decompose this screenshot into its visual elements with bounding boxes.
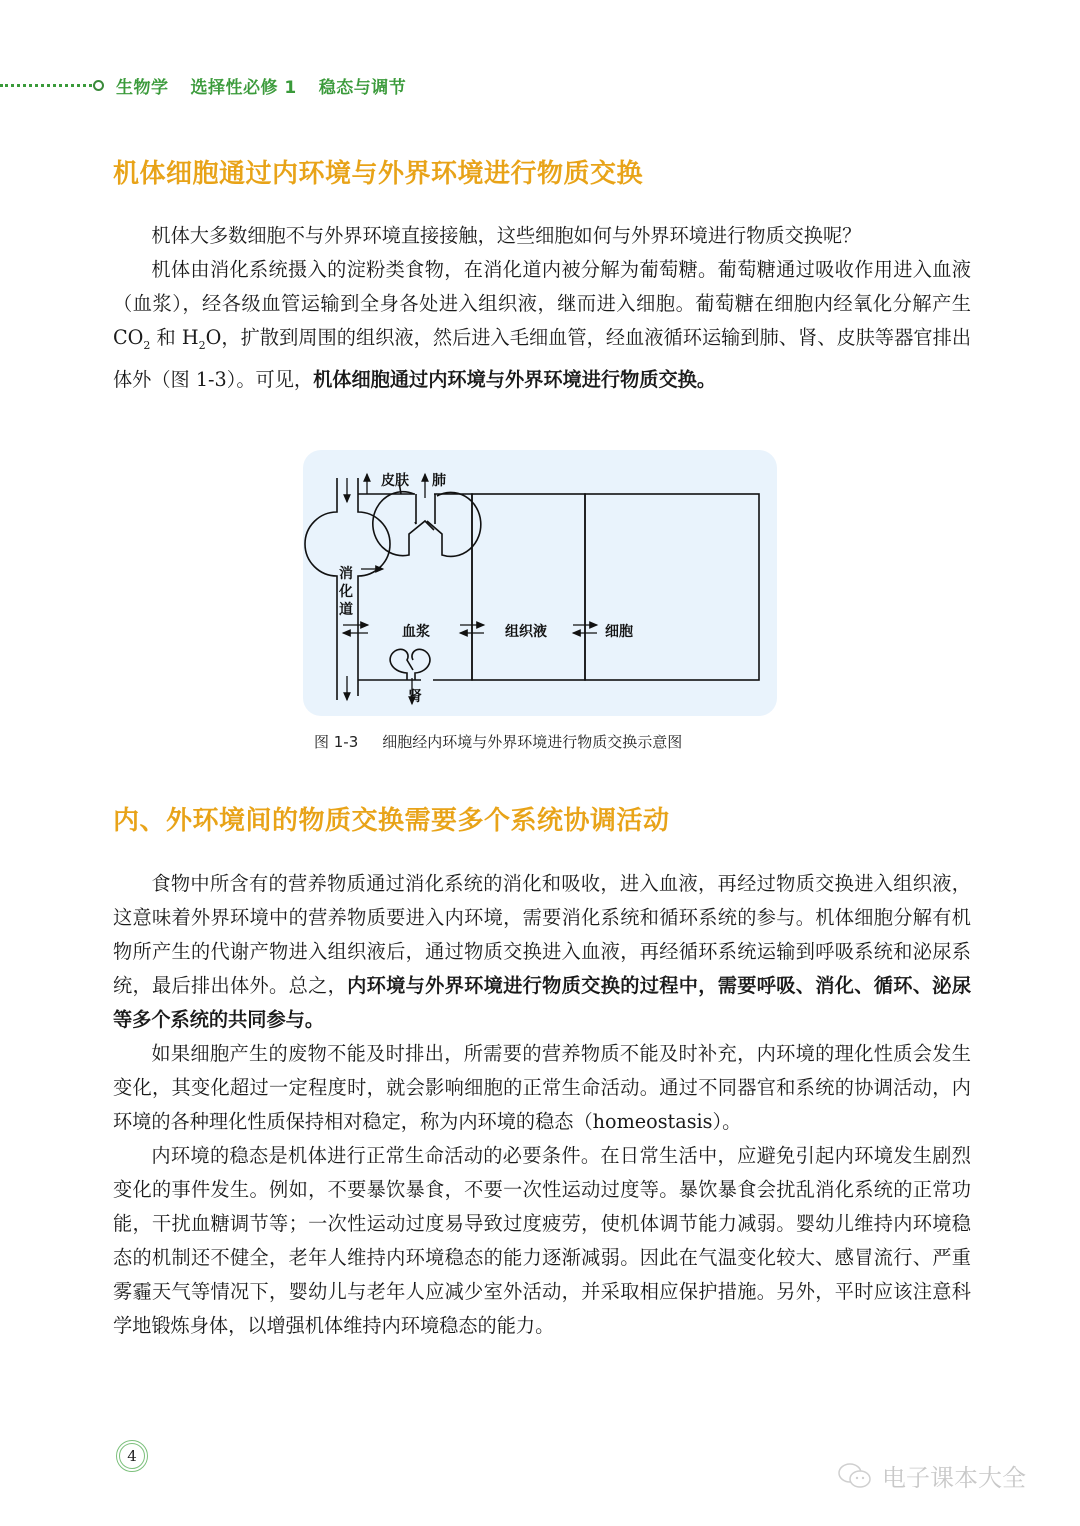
label-cell: 细胞 [605,624,633,640]
paragraph-text: 内环境的稳态是机体进行正常生命活动的必要条件。在日常生活中，应避免引起内环境发生剧烈变化的事件发生。例如，不要暴饮暴食，不要一次性运动过度等。暴饮暴食会扰乱消化系统的正常功能，干扰血糖调节等；一次性运动过度易导致过度疲劳，使机体调节能力减弱。婴幼儿维持内环境稳态的机制还不健全，老年人维持内环境稳态的能力逐渐减弱。因此在气温变化较大、感冒流行、严重雾霾天气等情况下，婴幼儿与老年人应减少室外活动，并采取相应保护措施。另外，平时应该注意科学地锻炼身体，以增强机体维持内环境稳态的能力。 [113,1144,971,1337]
label-tissue-fluid: 组织液 [505,624,547,640]
label-digestive-3: 道 [339,602,353,618]
label-lung: 肺 [432,473,446,489]
label-digestive-2: 化 [339,584,353,600]
label-plasma: 血浆 [402,624,430,640]
key-conclusion: 内环境与外界环境进行物质交换的过程中，需要呼吸、消化、循环、泌尿等多个系统的共同参与。 [113,974,972,1031]
dotted-rule [0,84,92,87]
digestive-tract-right-wall [358,478,390,696]
paragraph-text: 和 H [150,326,199,349]
header-module: 稳态与调节 [318,77,407,98]
figure-caption-text: 细胞经内环境与外界环境进行物质交换示意图 [382,733,683,751]
wechat-icon [838,1463,872,1489]
section-heading: 内、外环境间的物质交换需要多个系统协调活动 [113,806,670,836]
watermark [838,1458,1026,1493]
watermark-text: 电子课本大全 [882,1464,1026,1492]
label-kidney: 肾 [408,689,422,705]
exchange-diagram [303,450,777,716]
key-conclusion: 机体细胞通过内环境与外界环境进行物质交换。 [313,367,717,391]
figure-diagram [303,450,777,716]
paragraph [113,1037,971,1139]
running-header [0,72,406,98]
paragraph-text: 食物中所含有的营养物质通过消化系统的消化和吸收，进入血液，再经过物质交换进入组织液，这意味着外界环境中的营养物质要进入内环境，需要消化系统和循环系统的参与。机体细胞分解有机物所产生的代谢产物进入组织液后，通过物质交换进入血液，再经循环系统运输到呼吸系统和泌尿系统，最后排出体外。总之， [113,872,971,997]
subscript: 2 [198,338,206,352]
paragraph-text: O，扩散到周围的组织液，然后进入毛细血管，经血液循环运输到肺、肾、皮肤等器官排出体外（图 1-3）。可见， [113,326,972,391]
label-digestive-1: 消 [339,566,353,582]
paragraph-text: 如果细胞产生的废物不能及时排出，所需要的营养物质不能及时补充，内环境的理化性质会发生变化，其变化超过一定程度时，就会影响细胞的正常生命活动。通过不同器官和系统的协调活动，内环境的各种理化性质保持相对稳定，称为内环境的稳态（homeostasis）。 [113,1042,971,1133]
paragraph [113,219,971,253]
kidney-right [412,649,430,680]
figure-number: 图 1-3 [314,733,359,751]
digestive-tract-left-wall [305,478,337,700]
page-number: 4 [127,1447,137,1465]
figure-caption [314,731,682,752]
page-number-badge [116,1440,148,1472]
label-skin: 皮肤 [381,473,409,489]
subscript: 2 [143,338,151,352]
paragraph [113,253,971,397]
header-subject: 生物学 [116,77,169,98]
section-heading: 机体细胞通过内环境与外界环境进行物质交换 [113,159,644,189]
kidney-left [390,649,413,680]
ring-bullet-icon [93,80,104,91]
paragraph-text: 机体大多数细胞不与外界环境直接接触，这些细胞如何与外界环境进行物质交换呢？ [151,224,862,247]
tissue-fluid-compartment [472,494,585,680]
paragraph [113,1139,971,1343]
cell-compartment [585,494,759,680]
plasma-compartment [358,494,472,680]
header-volume: 选择性必修 1 [190,77,297,98]
paragraph-text: 机体由消化系统摄入的淀粉类食物，在消化道内被分解为葡萄糖。葡萄糖通过吸收作用进入血液（血浆），经各级血管运输到全身各处进入组织液，继而进入细胞。葡萄糖在细胞内经氧化分解产生 CO [113,258,971,349]
paragraph [113,867,971,1037]
